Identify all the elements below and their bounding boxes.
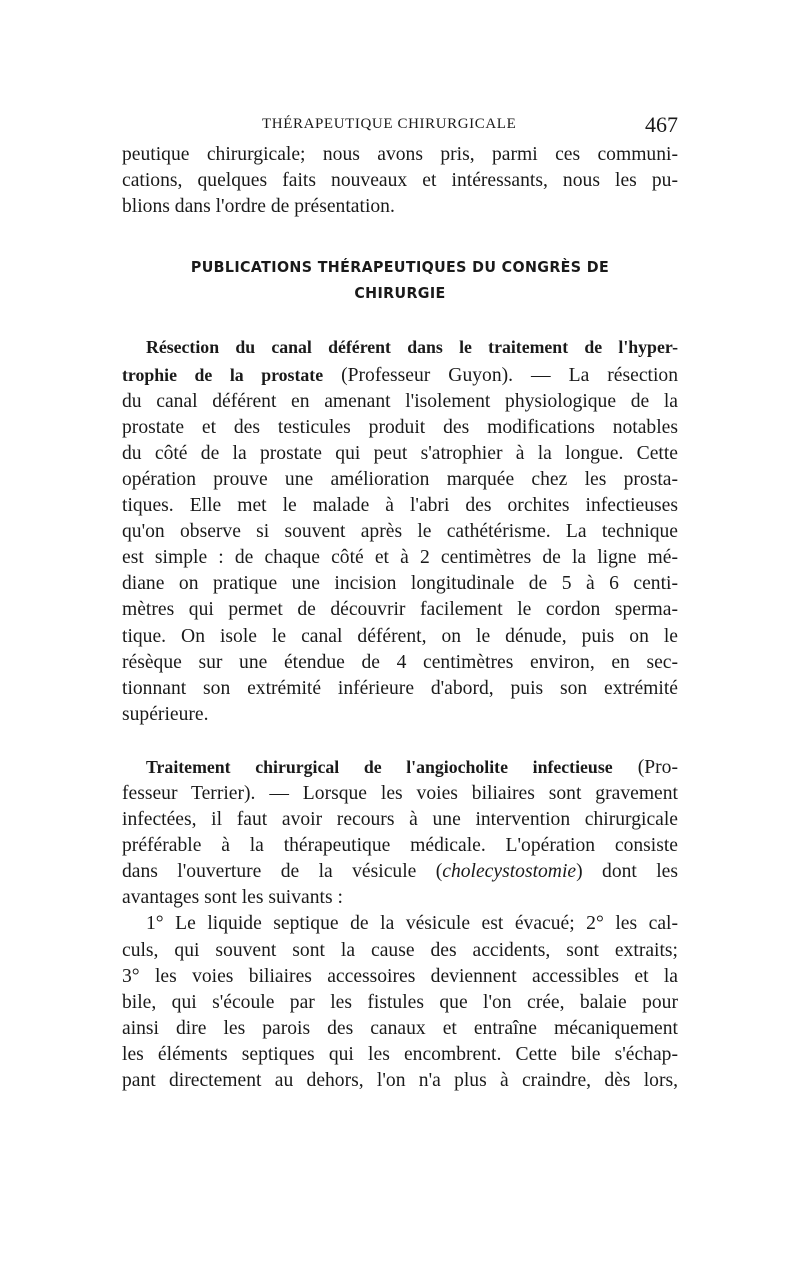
italic-term: cholecystostomie <box>442 861 577 883</box>
page-number: 467 <box>645 112 678 137</box>
text-line: prostate et des testicules produit des modifications notables <box>122 416 678 438</box>
text-line: tique. On isole le canal déférent, on le dénude, puis on le <box>122 625 678 647</box>
intro-paragraph <box>122 142 678 220</box>
article-resection <box>122 334 678 727</box>
text-line: culs, qui souvent sont la cause des accidents, sont extraits; <box>122 939 678 961</box>
text-line: ainsi dire les parois des canaux et entraîne mécaniquement <box>122 1017 678 1039</box>
article-angiocholite <box>122 754 678 1094</box>
article-author: (Professeur Guyon). — La résection <box>323 364 679 386</box>
text-line: pant directement au dehors, l'on n'a plus à craindre, dès lors, <box>122 1070 678 1091</box>
text-line <box>122 859 678 885</box>
text-line: résèque sur une étendue de 4 centimètres environ, en sec- <box>122 651 678 673</box>
text-line: 3° les voies biliaires accessoires deviennent accessibles et la <box>122 965 678 987</box>
text-line: du canal déférent en amenant l'isolement physiologique de la <box>122 390 678 412</box>
article-title: Résection du canal déférent dans le traitement de l'hyper- <box>146 337 678 358</box>
running-header <box>122 112 678 142</box>
text-line: fesseur Terrier). — Lorsque les voies biliaires sont gravement <box>122 782 678 804</box>
text-line: préférable à la thérapeutique médicale. L'opération consiste <box>122 835 678 857</box>
text-line: les éléments septiques qui les encombrent. Cette bile s'échap- <box>122 1043 678 1065</box>
text-line: est simple : de chaque côté et à 2 centimètres de la ligne mé- <box>122 547 678 569</box>
text-line: infectées, il faut avoir recours à une intervention chirurgicale <box>122 809 678 831</box>
text-line: peutique chirurgicale; nous avons pris, parmi ces communi- <box>122 144 678 165</box>
text-line: 1° Le liquide septique de la vésicule est évacué; 2° les cal- <box>146 913 678 935</box>
text-line: avantages sont les suivants : <box>122 887 343 909</box>
text-line: opération prouve une amélioration marquée chez les prosta- <box>122 468 678 490</box>
article-title-continued: trophie de la prostate <box>122 364 324 385</box>
book-page <box>122 112 678 1094</box>
text-line <box>122 362 678 389</box>
text-line: cations, quelques faits nouveaux et intéressants, nous les pu- <box>122 170 678 192</box>
text-span: dans l'ouverture de la vésicule ( <box>122 861 443 883</box>
text-line: tionnant son extrémité inférieure d'abord, puis son extrémité <box>122 677 678 699</box>
text-line: blions dans l'ordre de présentation. <box>122 196 395 218</box>
page-body <box>122 142 678 1094</box>
text-line: supérieure. <box>122 703 209 725</box>
section-heading: PUBLICATIONS THÉRAPEUTIQUES DU CONGRÈS DE CHIRURGIE <box>190 258 610 303</box>
article-title-line <box>122 334 678 361</box>
text-line: mètres qui permet de découvrir facilement le cordon sperma- <box>122 599 678 621</box>
text-line: tiques. Elle met le malade à l'abri des orchites infectieuses <box>122 495 678 517</box>
article-title-line <box>122 754 678 781</box>
article-author: (Pro- <box>612 756 679 778</box>
text-line: diane on pratique une incision longitudinale de 5 à 6 centi- <box>122 573 678 595</box>
text-span: ) dont les <box>576 861 679 883</box>
text-line: bile, qui s'écoule par les fistules que l'on crée, balaie pour <box>122 991 678 1013</box>
text-line: du côté de la prostate qui peut s'atrophier à la longue. Cette <box>122 442 678 464</box>
text-line: qu'on observe si souvent après le cathétérisme. La technique <box>122 521 678 543</box>
running-title: THÉRAPEUTIQUE CHIRURGICALE <box>262 116 517 132</box>
article-title: Traitement chirurgical de l'angiocholite infectieuse <box>146 756 613 777</box>
